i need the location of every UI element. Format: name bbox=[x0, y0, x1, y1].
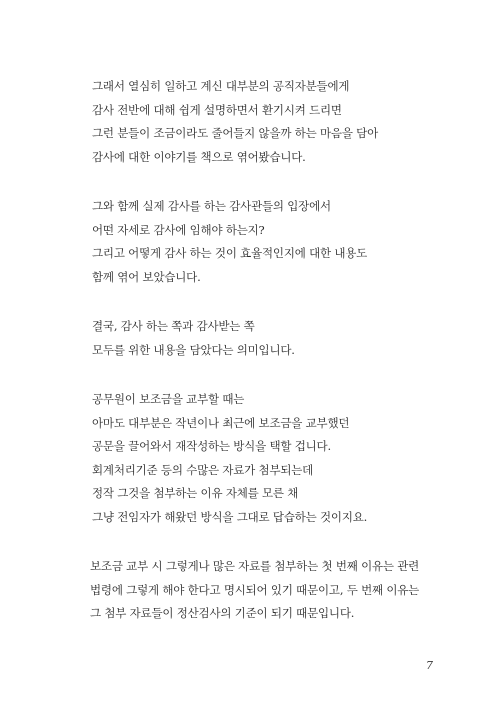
text-line: 그 첨부 자료들이 정산검사의 기준이 되기 때문입니다. bbox=[90, 606, 355, 620]
paragraph-3 bbox=[92, 315, 452, 362]
text-line: 보조금 교부 시 그렇게나 많은 자료를 첨부하는 첫 번째 이유는 관련 bbox=[90, 559, 420, 573]
text-line: 정작 그것을 첨부하는 이유 자체를 모른 채 bbox=[92, 486, 299, 500]
paragraph-2 bbox=[92, 195, 452, 289]
text-line: 함께 엮어 보았습니다. bbox=[92, 269, 201, 284]
text-line: 감사 전반에 대해 쉽게 설명하면서 환기시켜 드리면 bbox=[92, 102, 342, 117]
paragraph-1 bbox=[92, 75, 452, 169]
body-text bbox=[92, 75, 452, 652]
text-line: 어떤 자세로 감사에 임해야 하는지? bbox=[92, 222, 265, 237]
text-line: 그래서 열심히 일하고 계신 대부분의 공직자분들에게 bbox=[92, 79, 350, 93]
text-line: 감사에 대한 이야기를 책으로 엮어봤습니다. bbox=[92, 149, 306, 164]
text-line: 그와 함께 실제 감사를 하는 감사관들의 입장에서 bbox=[92, 199, 331, 213]
text-line: 법령에 그렇게 해야 한다고 명시되어 있기 때문이고, 두 번째 이유는 bbox=[90, 582, 420, 597]
text-line: 회계처리기준 등의 수많은 자료가 첨부되는데 bbox=[92, 462, 314, 477]
text-line: 그런 분들이 조금이라도 줄어들지 않을까 하는 마음을 담아 bbox=[92, 126, 379, 140]
text-line: 모두를 위한 내용을 담았다는 의미입니다. bbox=[92, 342, 295, 357]
paragraph-5 bbox=[90, 555, 452, 626]
text-line: 아마도 대부분은 작년이나 최근에 보조금을 교부했던 bbox=[92, 415, 350, 430]
paragraph-4 bbox=[92, 388, 452, 529]
page-number: 7 bbox=[426, 659, 433, 672]
text-line: 공무원이 보조금을 교부할 때는 bbox=[92, 392, 245, 406]
text-line: 그냥 전임자가 해왔던 방식을 그대로 답습하는 것이지요. bbox=[92, 509, 368, 524]
text-line: 그리고 어떻게 감사 하는 것이 효율적인지에 대한 내용도 bbox=[92, 246, 368, 260]
text-line: 공문을 끌어와서 재작성하는 방식을 택할 겁니다. bbox=[92, 439, 331, 453]
text-line: 결국, 감사 하는 쪽과 감사받는 쪽 bbox=[92, 319, 255, 333]
